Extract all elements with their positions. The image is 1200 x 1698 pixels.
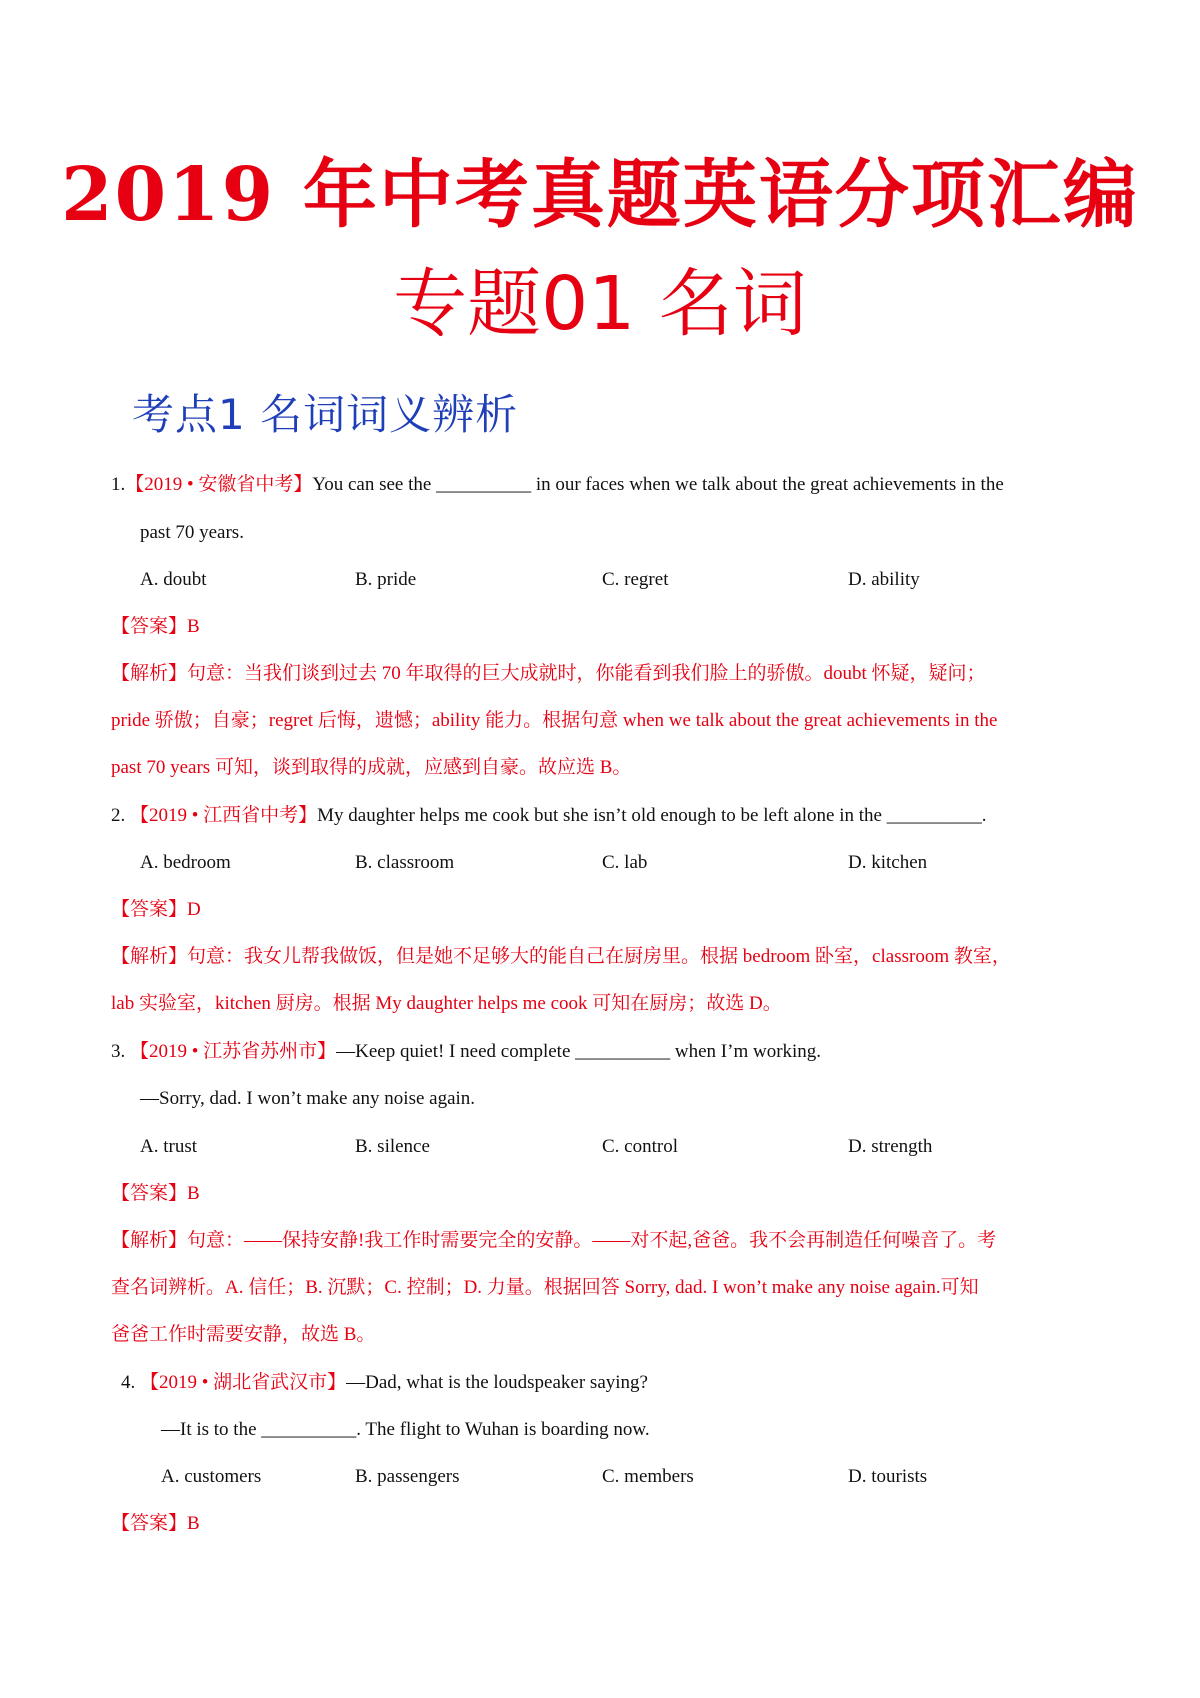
explanation-text: 句意：当我们谈到过去 70 年取得的巨大成就时，你能看到我们脸上的骄傲。doubt 怀疑，疑问； [187, 663, 986, 684]
option-c: C. control [602, 1136, 678, 1157]
explanation-line-3: 爸爸工作时需要安静，故选 B。 [111, 1324, 376, 1345]
question-number: 3. [111, 1041, 126, 1062]
option-d: D. tourists [848, 1466, 928, 1487]
answer-value: B [187, 1513, 200, 1534]
question-1-continued: past 70 years. [140, 522, 244, 543]
option-a: A. trust [140, 1136, 197, 1157]
explanation-line-3: past 70 years 可知，谈到取得的成就，应感到自豪。故应选 B。 [111, 757, 632, 778]
explanation-text: 句意：——保持安静!我工作时需要完全的安静。——对不起,爸爸。我不会再制造任何噪音了。考 [187, 1230, 997, 1251]
question-source: 【2019 • 湖北省武汉市】 [140, 1372, 347, 1393]
question-number: 2. [111, 805, 126, 826]
answer-line [111, 614, 200, 640]
option-b: B. passengers [355, 1466, 460, 1487]
option-d: D. strength [848, 1136, 933, 1157]
question-1 [111, 472, 1004, 498]
question-text: —Keep quiet! I need complete __________ when I’m working. [336, 1041, 822, 1062]
question-text: My daughter helps me cook but she isn’t old enough to be left alone in the __________. [317, 805, 987, 826]
option-c: C. members [602, 1466, 694, 1487]
question-text: You can see the __________ in our faces when we talk about the great achievements in the [312, 474, 1004, 495]
explanation-line-2: 查名词辨析。A. 信任；B. 沉默；C. 控制；D. 力量。根据回答 Sorry, dad. I won’t make any noise again.可知 [111, 1277, 979, 1298]
question-source: 【2019 • 安徽省中考】 [125, 474, 313, 495]
explanation-line-2: pride 骄傲；自豪；regret 后悔，遗憾；ability 能力。根据句意 when we talk about the great achievements in the [111, 710, 998, 731]
question-source: 【2019 • 江西省中考】 [130, 805, 318, 826]
question-source: 【2019 • 江苏省苏州市】 [130, 1041, 337, 1062]
answer-value: D [187, 899, 201, 920]
option-a: A. doubt [140, 569, 207, 590]
question-3 [111, 1039, 821, 1065]
question-number: 1. [111, 474, 126, 495]
question-number: 4. [121, 1372, 136, 1393]
question-3-reply: —Sorry, dad. I won’t make any noise again. [140, 1088, 476, 1109]
answer-value: B [187, 616, 200, 637]
explanation-label: 【解析】 [111, 663, 188, 684]
option-b: B. silence [355, 1136, 430, 1157]
option-c: C. lab [602, 852, 648, 873]
option-d: D. ability [848, 569, 920, 590]
question-4 [121, 1370, 648, 1396]
option-a: A. customers [161, 1466, 262, 1487]
explanation-line-2: lab 实验室，kitchen 厨房。根据 My daughter helps me cook 可知在厨房；故选 D。 [111, 993, 782, 1014]
answer-label: 【答案】 [111, 1513, 188, 1534]
question-4-reply: —It is to the __________. The flight to Wuhan is boarding now. [161, 1419, 650, 1440]
answer-line [111, 1511, 200, 1537]
explanation-text: 句意：我女儿帮我做饭，但是她不足够大的能自己在厨房里。根据 bedroom 卧室，classroom 教室， [187, 946, 1011, 967]
question-2 [111, 803, 986, 829]
option-c: C. regret [602, 569, 669, 590]
answer-label: 【答案】 [111, 1183, 188, 1204]
explanation-line-1 [111, 944, 1011, 970]
page-subtitle: 专题01 名词 [393, 261, 807, 347]
option-b: B. pride [355, 569, 417, 590]
option-d: D. kitchen [848, 852, 928, 873]
option-b: B. classroom [355, 852, 455, 873]
answer-label: 【答案】 [111, 616, 188, 637]
explanation-label: 【解析】 [111, 1230, 188, 1251]
answer-value: B [187, 1183, 200, 1204]
explanation-label: 【解析】 [111, 946, 188, 967]
explanation-line-1 [111, 661, 986, 687]
page-title: 2019 年中考真题英语分项汇编 [61, 152, 1139, 238]
question-text: —Dad, what is the loudspeaker saying? [346, 1372, 648, 1393]
explanation-line-1 [111, 1228, 996, 1254]
section-heading: 考点1 名词词义辨析 [132, 390, 519, 439]
answer-label: 【答案】 [111, 899, 188, 920]
answer-line [111, 1181, 200, 1207]
option-a: A. bedroom [140, 852, 231, 873]
answer-line [111, 897, 201, 923]
